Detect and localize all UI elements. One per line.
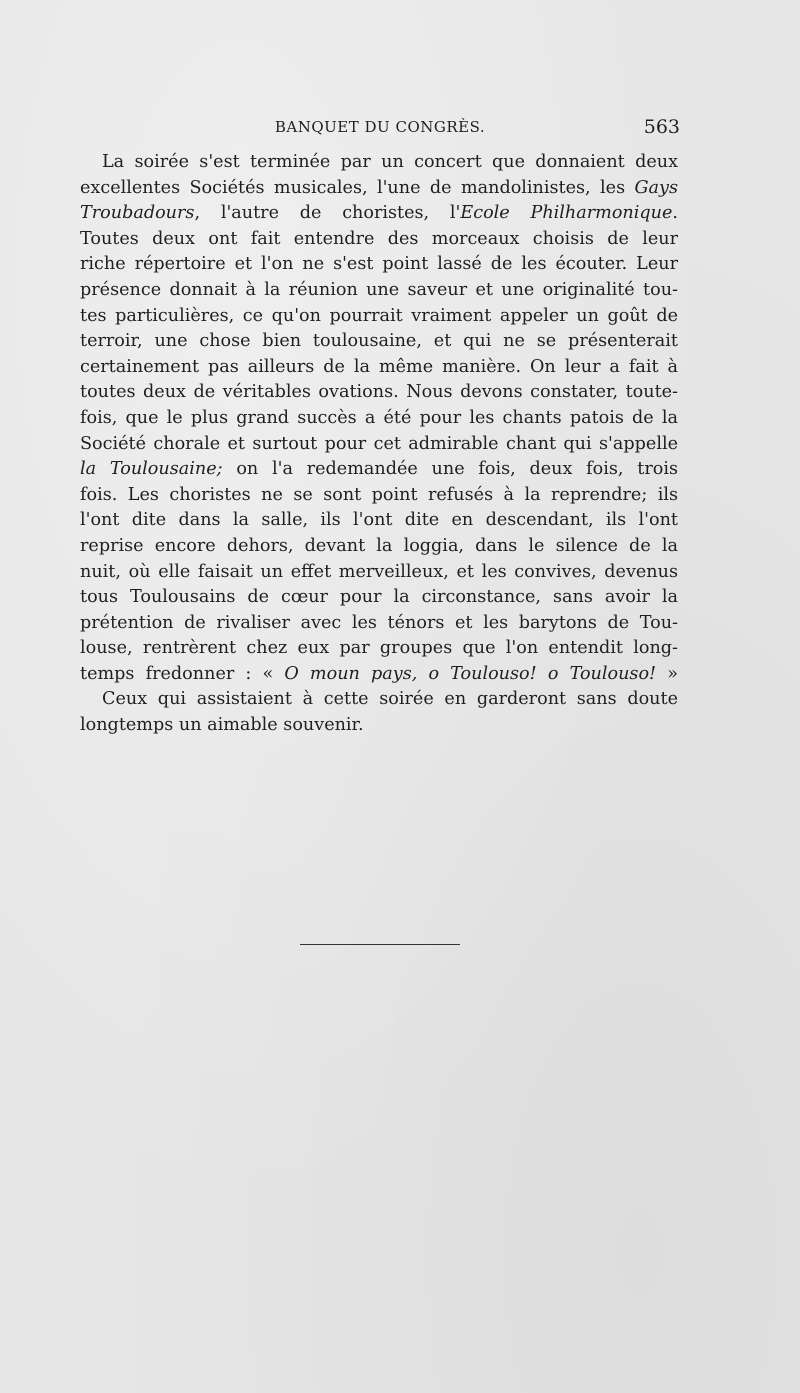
text-line: prétention de rivaliser avec les ténors et les barytons de Tou- bbox=[80, 612, 678, 633]
text-line: reprise encore dehors, devant la loggia, dans le silence de la bbox=[80, 535, 678, 556]
text-line: présence donnait à la réunion une saveur et une originalité tou- bbox=[80, 279, 678, 300]
running-title: BANQUET DU CONGRÈS. bbox=[274, 118, 486, 136]
text-line: Toutes deux ont fait entendre des morceaux choisis de leur bbox=[80, 228, 678, 249]
text-line: toutes deux de véritables ovations. Nous devons constater, toute- bbox=[80, 382, 678, 403]
text-line: louse, rentrèrent chez eux par groupes que l'on entendit long- bbox=[80, 638, 678, 659]
text-line: certainement pas ailleurs de la même manière. On leur a fait à bbox=[80, 356, 678, 377]
text-line: temps fredonner : « O moun pays, o Toulouso! o Toulouso! » bbox=[80, 663, 678, 684]
text-line: excellentes Sociétés musicales, l'une de mandolinistes, les Gays bbox=[80, 177, 678, 198]
text-line: terroir, une chose bien toulousaine, et qui ne se présenterait bbox=[80, 331, 678, 352]
text-line: Ceux qui assistaient à cette soirée en garderont sans doute bbox=[102, 689, 678, 710]
text-line: tous Toulousains de cœur pour la circonstance, sans avoir la bbox=[80, 587, 678, 608]
running-header bbox=[80, 118, 680, 142]
text-line: l'ont dite dans la salle, ils l'ont dite en descendant, ils l'ont bbox=[80, 510, 678, 531]
text-line: nuit, où elle faisait un effet merveilleux, et les convives, devenus bbox=[80, 561, 678, 582]
body-paragraph bbox=[80, 150, 678, 739]
section-end-rule bbox=[300, 944, 460, 945]
text-line: la Toulousaine; on l'a redemandée une fois, deux fois, trois bbox=[80, 459, 678, 480]
text-line: riche répertoire et l'on ne s'est point lassé de les écouter. Leur bbox=[80, 254, 678, 275]
text-line: Troubadours, l'autre de choristes, l'Ecole Philharmonique. bbox=[80, 203, 678, 224]
page-number: 563 bbox=[643, 116, 680, 138]
text-line: La soirée s'est terminée par un concert que donnaient deux bbox=[102, 152, 678, 172]
text-line: longtemps un aimable souvenir. bbox=[80, 715, 364, 736]
text-line: Société chorale et surtout pour cet admirable chant qui s'appelle bbox=[80, 433, 678, 454]
text-line: fois, que le plus grand succès a été pour les chants patois de la bbox=[80, 407, 678, 428]
text-line: fois. Les choristes ne se sont point refusés à la reprendre; ils bbox=[80, 484, 678, 505]
text-line: tes particulières, ce qu'on pourrait vraiment appeler un goût de bbox=[80, 305, 678, 326]
